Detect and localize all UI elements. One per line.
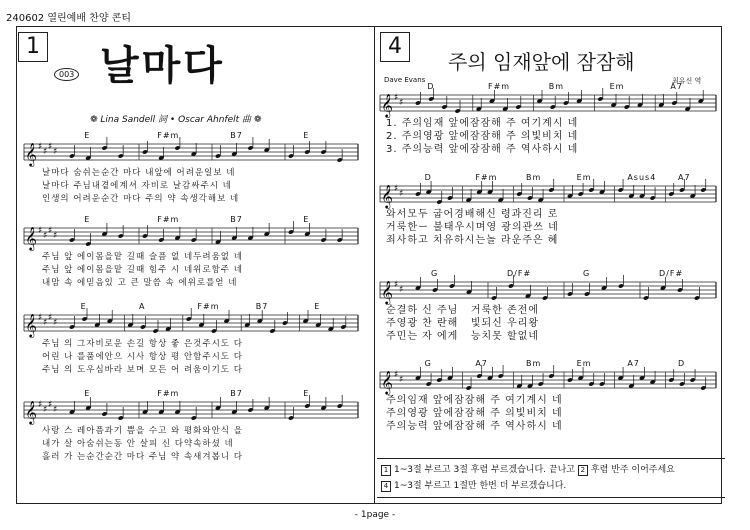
chord-symbol: D/F# xyxy=(659,269,684,278)
chord-symbol: Bm xyxy=(526,173,542,182)
chord-symbol: E xyxy=(84,215,91,224)
chord-symbol: D xyxy=(678,359,686,368)
treble-clef: 𝄞 xyxy=(25,142,37,166)
chord-symbol: D xyxy=(424,173,432,182)
chord-symbol: B7 xyxy=(230,389,243,398)
song4-number: 4 xyxy=(380,32,410,62)
lyric-line: 주의영광 앞에잠잠해 주 의빛비치 네 xyxy=(386,408,563,419)
lyric-line: 날마다 주님내곁에계셔 자비로 날감싸주시 네 xyxy=(42,181,232,191)
lyric-line: 인생의 어려운순간 마다 주의 약 속생각해보 네 xyxy=(42,194,240,204)
lyric-line: 어린 나 를품에안으 시사 항상 평 안함주시도 다 xyxy=(42,352,243,362)
lyric-line: 순결하 신 주님 거룩한 존전에 xyxy=(386,305,539,316)
sharp-sign: ♯ xyxy=(399,285,404,295)
sharp-sign: ♯ xyxy=(43,318,48,328)
lyric-line: 주민는 자 에게 능치못 할없네 xyxy=(386,331,539,342)
lyric-line: 주의능력 앞에잠잠해 주 역사하시 네 xyxy=(386,421,563,432)
lyric-line: 2. 주의영광 앞에잠잠해 주 의빛비치 네 xyxy=(386,131,579,142)
note-box: 4 xyxy=(381,481,391,492)
sharp-sign: ♯ xyxy=(394,370,399,380)
chord-symbol: E xyxy=(303,131,310,140)
sharp-sign: ♯ xyxy=(48,313,53,323)
note-box: 1 xyxy=(381,465,391,476)
chord-symbol: E xyxy=(84,389,91,398)
lyric-line: 3. 주의능력 앞에잠잠해 주 역사하시 네 xyxy=(386,144,579,155)
sharp-sign: ♯ xyxy=(399,189,404,199)
chord-symbol: A7 xyxy=(678,173,691,182)
sharp-sign: ♯ xyxy=(48,226,53,236)
lyric-line: 주님 앞 에이몸을맡 길때 슬픔 없 네두려움없 네 xyxy=(42,252,243,262)
song1-credit: ❁ Lina Sandell 詞 • Oscar Ahnfelt 曲 ❁ xyxy=(90,115,262,125)
song4-translator: 최유신 역 xyxy=(672,77,702,85)
sharp-sign: ♯ xyxy=(53,147,58,157)
lyric-line: 사랑 스 레아픔과기 쁨을 수고 와 평화와안식 을 xyxy=(42,426,243,436)
note-box: 2 xyxy=(578,465,588,476)
song1-hymn-number: 003 xyxy=(54,68,79,81)
chord-symbol: E xyxy=(303,389,310,398)
sharp-sign: ♯ xyxy=(399,98,404,108)
sharp-sign: ♯ xyxy=(38,226,43,236)
lyric-line: 내가 살 아숨쉬는동 안 살피 신 다약속하셨 네 xyxy=(42,439,234,449)
sharp-sign: ♯ xyxy=(38,400,43,410)
chord-symbol: D/F# xyxy=(507,269,532,278)
note-line-1 xyxy=(381,462,721,478)
sharp-sign: ♯ xyxy=(43,405,48,415)
chord-symbol: Bm xyxy=(548,82,565,91)
sharp-sign: ♯ xyxy=(48,142,53,152)
lyric-line: 와서모두 굽어경배해신 령과진리 로 xyxy=(386,209,559,220)
sharp-sign: ♯ xyxy=(38,142,43,152)
chord-symbol: B7 xyxy=(255,302,269,311)
chord-symbol: G xyxy=(431,269,439,278)
chord-symbol: E xyxy=(84,131,91,140)
treble-clef: 𝄞 xyxy=(381,184,393,208)
note-text: 후렴 반주 이어주세요 xyxy=(590,465,675,475)
sharp-sign: ♯ xyxy=(53,318,58,328)
lyric-line: 주님 의 그자비로운 손길 항상 좋 은것주시도 다 xyxy=(42,339,243,349)
lyric-line: 죄사하고 치유하시는놀 라운주은 혜 xyxy=(386,235,559,246)
song1-title: 날마다 xyxy=(100,43,225,89)
sharp-sign: ♯ xyxy=(399,375,404,385)
page-header: 240602 열린예배 찬양 콘티 xyxy=(6,13,131,24)
sharp-sign: ♯ xyxy=(394,184,399,194)
sharp-sign: ♯ xyxy=(38,313,43,323)
chord-symbol: F#m xyxy=(157,215,180,224)
chord-symbol: F#m xyxy=(157,131,180,140)
chord-symbol: Em xyxy=(609,82,625,91)
treble-clef: 𝄞 xyxy=(25,226,37,250)
sharp-sign: ♯ xyxy=(53,405,58,415)
chord-symbol: E xyxy=(314,302,321,311)
chord-symbol: B7 xyxy=(230,215,243,224)
treble-clef: 𝄞 xyxy=(25,400,37,424)
lyric-line: 1. 주의임재 앞에잠잠해 주 여기계시 네 xyxy=(386,118,579,129)
chord-symbol: Asus4 xyxy=(627,173,657,182)
chord-symbol: F#m xyxy=(488,82,511,91)
chord-symbol: Em xyxy=(576,359,592,368)
song4-composer: Dave Evans xyxy=(384,76,426,84)
note-text: 1~3절 부르고 3절 후렴 부르겠습니다. 끝나고 xyxy=(394,465,575,475)
chord-symbol: D xyxy=(427,82,435,91)
lyric-line: 흘러 가 는순간순간 마다 주님 약 속새겨봅니 다 xyxy=(42,452,243,462)
chord-symbol: F#m xyxy=(197,302,220,311)
note-text: 1~3절 부르고 1절만 한번 더 부르겠습니다. xyxy=(394,481,567,491)
lyric-line: 주의임재 앞에잠잠해 주 여기계시 네 xyxy=(386,395,563,406)
sharp-sign: ♯ xyxy=(48,400,53,410)
chord-symbol: A7 xyxy=(627,359,640,368)
treble-clef: 𝄞 xyxy=(25,313,37,337)
chord-symbol: G xyxy=(424,359,432,368)
lyric-line: 날마다 숨쉬는순간 마다 내앞에 어려운일보 네 xyxy=(42,168,236,178)
chord-symbol: A7 xyxy=(670,82,683,91)
sharp-sign: ♯ xyxy=(53,231,58,241)
chord-symbol: A xyxy=(139,302,146,311)
chord-symbol: E xyxy=(80,302,87,311)
sharp-sign: ♯ xyxy=(394,93,399,103)
chord-symbol: Em xyxy=(576,173,592,182)
treble-clef: 𝄞 xyxy=(381,370,393,394)
chord-symbol: F#m xyxy=(157,389,180,398)
song4-title: 주의 임재앞에 잠잠해 xyxy=(448,50,635,74)
sharp-sign: ♯ xyxy=(43,231,48,241)
sharp-sign: ♯ xyxy=(43,147,48,157)
lyric-line: 거룩한ー 불태우시며영 광의관쓰 네 xyxy=(386,222,559,233)
sharp-sign: ♯ xyxy=(394,280,399,290)
chord-symbol: F#m xyxy=(475,173,498,182)
note-line-2 xyxy=(381,478,721,494)
lyric-line: 주님 의 도우심바라 보며 모든 어 려움이기도 다 xyxy=(42,365,243,375)
treble-clef: 𝄞 xyxy=(381,280,393,304)
treble-clef: 𝄞 xyxy=(381,93,393,117)
lyric-line: 주영광 찬 란해 빛되신 우리왕 xyxy=(386,318,539,329)
lyric-line: 주님 앞 에이몸을맡 길때 힘주 시 네위로함주 네 xyxy=(42,265,243,275)
chord-symbol: Bm xyxy=(526,359,542,368)
chord-symbol: A7 xyxy=(475,359,488,368)
page-footer: - 1page - xyxy=(354,510,396,520)
chord-symbol: E xyxy=(303,215,310,224)
lyric-line: 내맘 속 에믿음있 고 큰 말씀 속 에위로를얻 네 xyxy=(42,278,238,288)
chord-symbol: B7 xyxy=(230,131,243,140)
song1-number: 1 xyxy=(18,32,48,62)
chord-symbol: G xyxy=(583,269,591,278)
staff-system xyxy=(24,308,358,338)
performance-notes xyxy=(377,458,725,498)
